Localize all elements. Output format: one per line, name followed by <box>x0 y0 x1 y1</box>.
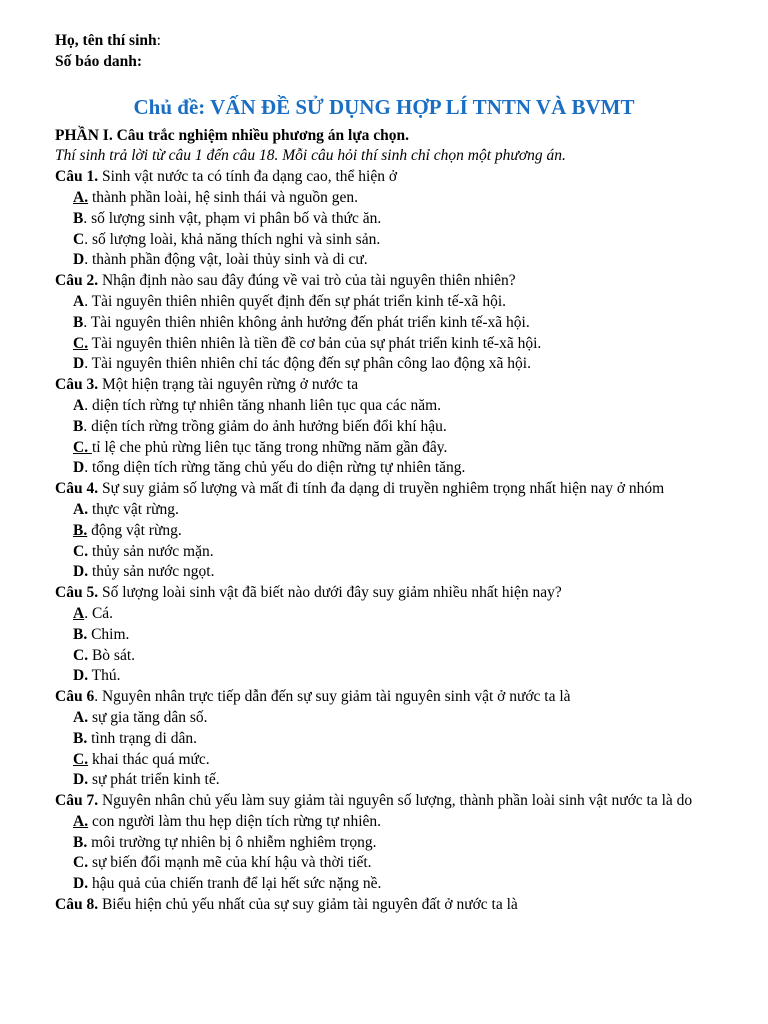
question-label: Câu 1. <box>55 168 99 186</box>
option-letter: B <box>73 209 84 227</box>
option-letter: A. <box>73 500 89 518</box>
question-label: Câu 8. <box>55 896 99 914</box>
question-label: Câu 3. <box>55 376 99 394</box>
questions-list <box>55 167 713 916</box>
option-a <box>55 812 713 833</box>
option-c <box>55 853 713 874</box>
option-c <box>55 438 713 459</box>
option-c <box>55 646 713 667</box>
option-text: . Tài nguyên thiên nhiên không ảnh hưởng đến phát triển kinh tế-xã hội. <box>83 313 530 331</box>
option-b <box>55 729 713 750</box>
option-letter: A <box>73 292 85 310</box>
option-letter-correct: C. <box>73 334 89 352</box>
option-letter: B <box>73 417 84 435</box>
option-c <box>55 230 713 251</box>
option-letter: B. <box>73 729 88 747</box>
option-text: tỉ lệ che phủ rừng liên tục tăng trong những năm gần đây. <box>91 438 448 456</box>
option-letter: D. <box>73 563 89 581</box>
option-a <box>55 292 713 313</box>
option-letter: C. <box>73 646 89 664</box>
candidate-name-colon: : <box>156 32 161 49</box>
option-letter-correct: B. <box>73 521 88 539</box>
candidate-id-label: Số báo danh: <box>55 52 143 70</box>
option-b <box>55 313 713 334</box>
option-d <box>55 770 713 791</box>
question-1 <box>55 167 713 188</box>
question-text: . Nguyên nhân trực tiếp dẫn đến sự suy giảm tài nguyên sinh vật ở nước ta là <box>94 688 571 706</box>
option-text: . số lượng loài, khả năng thích nghi và sinh sản. <box>84 230 381 248</box>
option-letter: D <box>73 459 85 477</box>
question-label: Câu 2. <box>55 272 99 290</box>
option-b <box>55 209 713 230</box>
option-letter-correct: C. <box>73 750 89 768</box>
option-text: thành phần loài, hệ sinh thái và nguồn gen. <box>88 188 358 206</box>
question-text: Số lượng loài sinh vật đã biết nào dưới đây suy giảm nhiều nhất hiện nay? <box>98 584 562 602</box>
option-text: Tài nguyên thiên nhiên là tiền đề cơ bản của sự phát triển kinh tế-xã hội. <box>88 334 542 352</box>
option-text: Bò sát. <box>88 646 136 664</box>
option-text: sự gia tăng dân số. <box>88 708 208 726</box>
option-text: Chim. <box>87 625 130 643</box>
option-letter: D. <box>73 667 89 685</box>
option-d <box>55 458 713 479</box>
option-text: môi trường tự nhiên bị ô nhiễm nghiêm trọng. <box>87 833 377 851</box>
option-text: sự biến đổi mạnh mẽ của khí hậu và thời tiết. <box>88 854 372 872</box>
question-text: Sự suy giảm số lượng và mất đi tính đa dạng di truyền nghiêm trọng nhất hiện nay ở nhóm <box>98 480 665 498</box>
option-a <box>55 500 713 521</box>
option-d <box>55 250 713 271</box>
option-letter-correct: A. <box>73 812 89 830</box>
option-text: tình trạng di dân. <box>87 729 197 747</box>
question-label: Câu 7. <box>55 792 99 810</box>
option-letter: D <box>73 355 85 373</box>
option-letter-correct: C. <box>73 438 92 456</box>
option-text: . Cá. <box>84 604 114 622</box>
option-text: khai thác quá mức. <box>88 750 210 768</box>
option-d <box>55 874 713 895</box>
option-letter: B. <box>73 625 88 643</box>
question-text: Một hiện trạng tài nguyên rừng ở nước ta <box>98 376 359 394</box>
question-label: Câu 5. <box>55 584 99 602</box>
question-text: Nhận định nào sau đây đúng về vai trò của tài nguyên thiên nhiên? <box>98 272 516 290</box>
option-letter: D. <box>73 875 89 893</box>
option-text: thủy sản nước mặn. <box>88 542 214 560</box>
option-b <box>55 417 713 438</box>
option-text: thủy sản nước ngọt. <box>88 563 215 581</box>
option-text: . diện tích rừng tự nhiên tăng nhanh liên tục qua các năm. <box>84 396 442 414</box>
option-letter: B <box>73 313 84 331</box>
question-2 <box>55 271 713 292</box>
question-3 <box>55 375 713 396</box>
option-d <box>55 666 713 687</box>
question-8 <box>55 895 713 916</box>
option-text: sự phát triển kinh tế. <box>88 771 220 789</box>
option-d <box>55 562 713 583</box>
question-text: Nguyên nhân chủ yếu làm suy giảm tài nguyên số lượng, thành phần loài sinh vật nước ta là do <box>98 792 693 810</box>
option-letter-correct: A <box>73 604 85 622</box>
question-text: Sinh vật nước ta có tính đa dạng cao, thể hiện ở <box>98 168 398 186</box>
question-label: Câu 4. <box>55 480 99 498</box>
option-text: Thú. <box>88 667 121 685</box>
option-a <box>55 604 713 625</box>
option-a <box>55 188 713 209</box>
document-title: Chủ đề: VẤN ĐỀ SỬ DỤNG HỢP LÍ TNTN VÀ BVMT <box>133 94 635 119</box>
option-letter: C. <box>73 854 89 872</box>
question-text: Biểu hiện chủ yếu nhất của sự suy giảm tài nguyên đất ở nước ta là <box>98 896 518 914</box>
option-b <box>55 521 713 542</box>
option-letter: A <box>73 396 85 414</box>
option-letter: B. <box>73 833 88 851</box>
question-label: Câu 6 <box>55 688 95 706</box>
candidate-name-line <box>55 31 713 52</box>
question-6 <box>55 687 713 708</box>
instructions: Thí sinh trả lời từ câu 1 đến câu 18. Mỗi câu hỏi thí sinh chỉ chọn một phương án. <box>55 147 566 165</box>
option-text: . tổng diện tích rừng tăng chủ yếu do diện rừng tự nhiên tăng. <box>84 459 466 477</box>
option-letter: A. <box>73 708 89 726</box>
option-text: . Tài nguyên thiên nhiên quyết định đến sự phát triển kinh tế-xã hội. <box>84 292 506 310</box>
option-letter: C. <box>73 542 89 560</box>
option-text: con người làm thu hẹp diện tích rừng tự nhiên. <box>88 812 382 830</box>
part-heading: PHẦN I. Câu trắc nghiệm nhiều phương án lựa chọn. <box>55 126 410 144</box>
option-letter: D. <box>73 771 89 789</box>
question-7 <box>55 791 713 812</box>
option-text: . số lượng sinh vật, phạm vi phân bố và thức ăn. <box>83 209 382 227</box>
option-b <box>55 833 713 854</box>
option-c <box>55 542 713 563</box>
option-d <box>55 354 713 375</box>
option-letter: D <box>73 251 85 269</box>
option-c <box>55 334 713 355</box>
option-text: hậu quả của chiến tranh để lại hết sức nặng nề. <box>88 875 382 893</box>
option-a <box>55 396 713 417</box>
option-text: . thành phần động vật, loài thủy sinh và di cư. <box>84 251 368 269</box>
option-text: thực vật rừng. <box>88 500 179 518</box>
question-4 <box>55 479 713 500</box>
option-text: động vật rừng. <box>87 521 182 539</box>
option-letter-correct: A. <box>73 188 89 206</box>
option-a <box>55 708 713 729</box>
candidate-name-label: Họ, tên thí sinh <box>55 32 157 49</box>
option-b <box>55 625 713 646</box>
option-letter: C <box>73 230 85 248</box>
option-text: . diện tích rừng trồng giảm do ảnh hưởng biến đổi khí hậu. <box>83 417 447 435</box>
question-5 <box>55 583 713 604</box>
option-c <box>55 750 713 771</box>
option-text: . Tài nguyên thiên nhiên chỉ tác động đến sự phân công lao động xã hội. <box>84 355 531 373</box>
